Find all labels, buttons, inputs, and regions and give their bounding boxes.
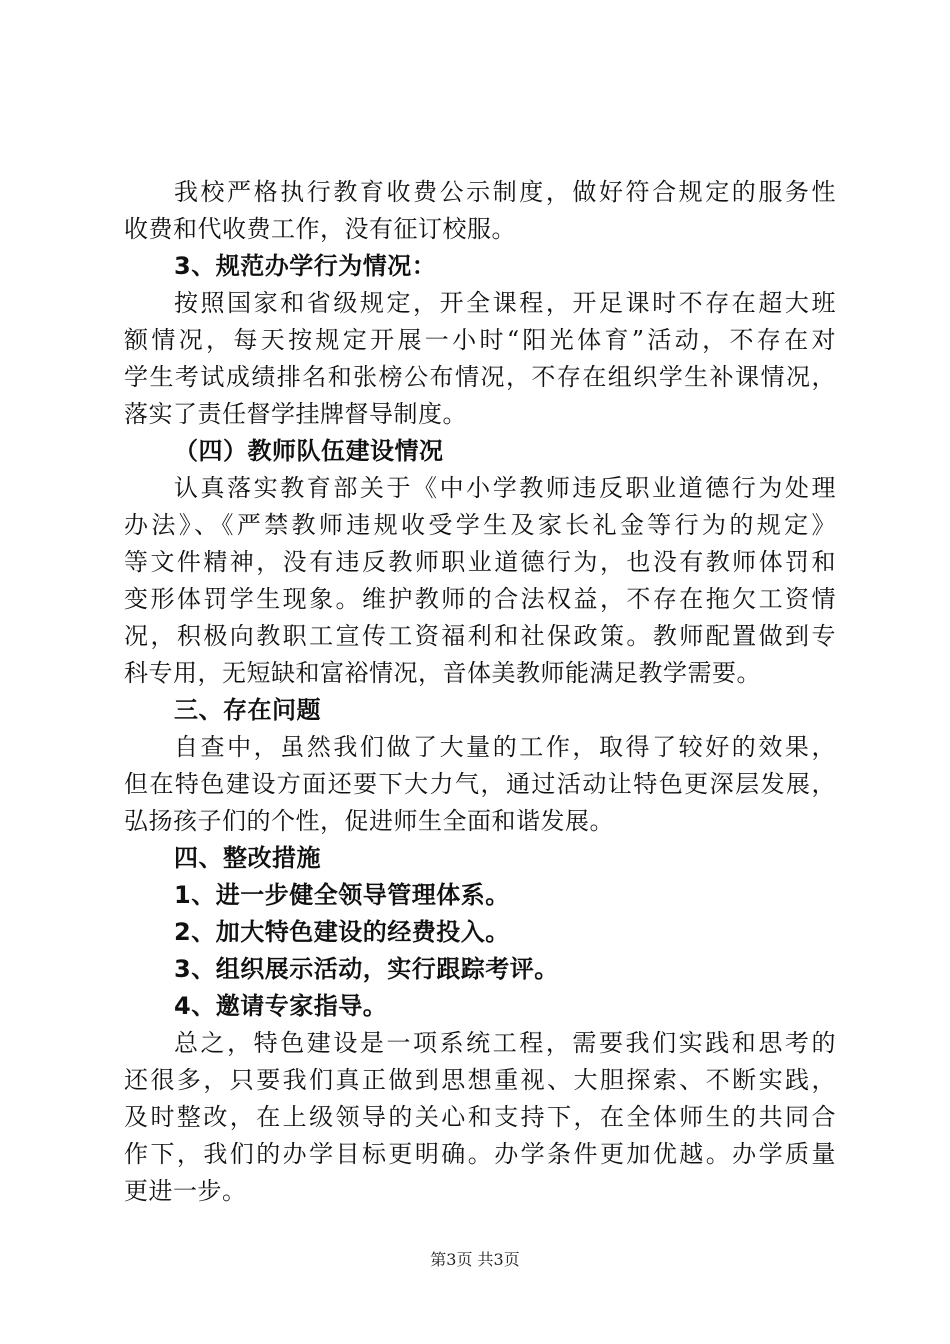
heading-line: （四）教师队伍建设情况 [174, 437, 444, 465]
section-heading [124, 433, 836, 470]
paragraph-line: 办法》、《严禁教师违规收受学生及家长礼金等行为的规定》 [124, 511, 836, 539]
paragraph-line: 认真落实教育部关于《中小学教师违反职业道德行为处理 [174, 474, 836, 502]
paragraph [124, 174, 836, 248]
paragraph-line: 学生考试成绩排名和张榜公布情况，不存在组织学生补课情况， [124, 363, 836, 391]
paragraph-line: 额情况，每天按规定开展一小时“阳光体育”活动，不存在对 [124, 326, 836, 354]
paragraph [124, 1025, 836, 1210]
paragraph-line: 及时整改，在上级领导的关心和支持下，在全体师生的共同合 [124, 1103, 836, 1131]
heading-line: 三、存在问题 [174, 696, 321, 724]
document-body [124, 174, 836, 1210]
paragraph-line: 按照国家和省级规定，开全课程，开足课时不存在超大班 [174, 289, 836, 317]
section-heading [124, 877, 836, 914]
paragraph-line: 等文件精神，没有违反教师职业道德行为，也没有教师体罚和 [124, 548, 836, 576]
page-footer: 第3页 共3页 [430, 1250, 520, 1269]
paragraph [124, 285, 836, 433]
paragraph-line: 还很多，只要我们真正做到思想重视、大胆探索、不断实践， [124, 1066, 836, 1094]
section-heading [124, 914, 836, 951]
paragraph-line: 作下，我们的办学目标更明确。办学条件更加优越。办学质量 [124, 1140, 836, 1168]
section-heading [124, 248, 836, 285]
section-heading [124, 988, 836, 1025]
paragraph-line: 我校严格执行教育收费公示制度，做好符合规定的服务性 [174, 178, 836, 206]
heading-line: 1、进一步健全领导管理体系。 [174, 881, 510, 909]
section-heading [124, 840, 836, 877]
heading-line: 四、整改措施 [174, 844, 321, 872]
paragraph-line: 总之，特色建设是一项系统工程，需要我们实践和思考的 [174, 1029, 836, 1057]
section-heading [124, 951, 836, 988]
paragraph [124, 470, 836, 692]
paragraph [124, 729, 836, 840]
paragraph-line: 收费和代收费工作，没有征订校服。 [124, 215, 516, 243]
paragraph-line: 科专用，无短缺和富裕情况，音体美教师能满足教学需要。 [124, 659, 761, 687]
heading-line: 3、规范办学行为情况： [174, 252, 437, 280]
heading-line: 4、邀请专家指导。 [174, 992, 388, 1020]
paragraph-line: 自查中，虽然我们做了大量的工作，取得了较好的效果， [174, 733, 836, 761]
paragraph-line: 变形体罚学生现象。维护教师的合法权益，不存在拖欠工资情 [124, 585, 836, 613]
paragraph-line: 更进一步。 [124, 1177, 247, 1205]
paragraph-line: 弘扬孩子们的个性，促进师生全面和谐发展。 [124, 807, 614, 835]
heading-line: 2、加大特色建设的经费投入。 [174, 918, 510, 946]
paragraph-line: 落实了责任督学挂牌督导制度。 [124, 400, 467, 428]
heading-line: 3、组织展示活动，实行跟踪考评。 [174, 955, 559, 983]
paragraph-line: 况，积极向教职工宣传工资福利和社保政策。教师配置做到专 [124, 622, 836, 650]
section-heading [124, 692, 836, 729]
paragraph-line: 但在特色建设方面还要下大力气，通过活动让特色更深层发展， [124, 770, 836, 798]
